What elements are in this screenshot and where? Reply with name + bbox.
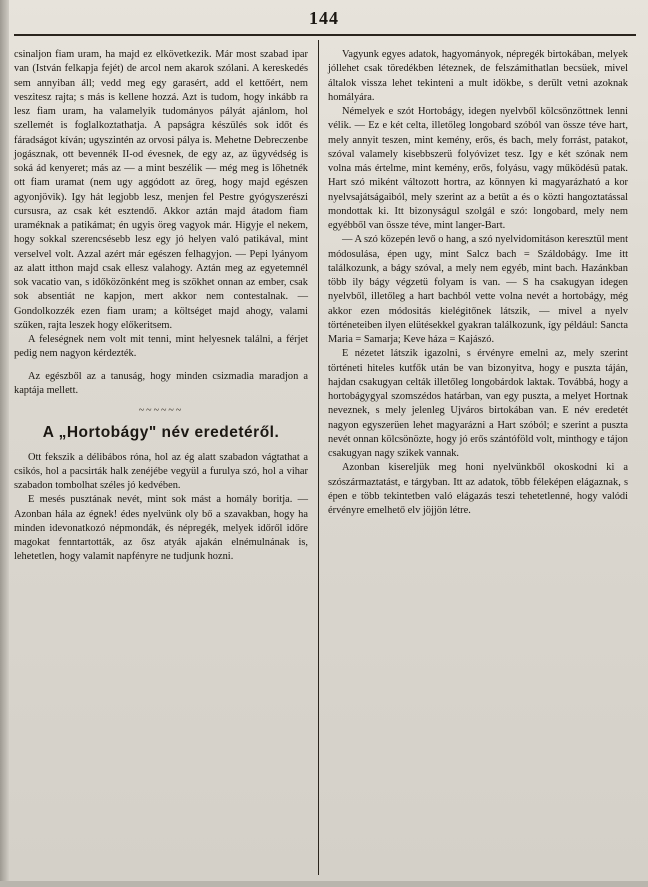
paragraph: Azonban kisereljük meg honi nyelvünkből okoskodni ki a szószármaztatást, e tárgyban. Itt az adatok, több féleképen elágaznak, s épen e több tekintetben való elágazás teszi tehetetlenné, hogy valódi érvényre emelhető elv jöjjön létre. bbox=[328, 462, 628, 516]
paragraph: A feleségnek nem volt mit tenni, mint helyesnek találni, a férjet pedig nem nagyon kérdezték. bbox=[14, 334, 308, 360]
paragraph: Némelyek e szót Hortobágy, idegen nyelvből kölcsönzöttnek lenni vélik. — Ez e két celta, illetőleg longobard szóból van össze téve hart, mely annyit teszen, mint kemény, erős, és bach, mely forrást, patakot, szóval valamely kisebbszerü folyóvizet tesz. Igy e két szónak nem volna más értelme, mint kemény, erős, folyásu, vagy működésü patak. Hart szó miként változott hortra, az könnyen ki magyarázható a kor nyelvsajátságaiból, mely szerint az a betüt a és o közti hangoztatással mondottak ki. Itt bizonyságul szolgál e szó: longobard, mely nem egyébből van össze téve, mint langer-Bart. bbox=[328, 106, 628, 231]
right-column bbox=[328, 48, 628, 518]
column-divider bbox=[318, 40, 319, 875]
page-edge-shadow bbox=[0, 0, 9, 887]
paragraph: Az egészből az a tanuság, hogy minden csizmadia maradjon a kaptája mellett. bbox=[14, 370, 308, 396]
paragraph: E nézetet látszik igazolni, s érvényre emelni az, mely szerint történeti hiteles kutfők után be van bizonyitva, hogy e puszta táján, hajdan csakugyan celták illetőleg longobárdok laktak. Továbbá, hogy a hortobágygyal szomszédos határban, van egy puszta, a melyet Hortnak neveznek, s mely jelenleg Ujváros birtokában van. E név eredetét nagyon egyszerüen lehet magyarázni a Hart szóból; e szerint a puszta nevét onnan kölcsönözte, hogy jó erős szántóföld volt, minthogy e tájon csakugyan nagy szikek vannak. bbox=[328, 348, 628, 459]
ornament-divider: ~~~~~~ bbox=[138, 405, 184, 416]
page-number: 144 bbox=[309, 8, 339, 28]
paragraph: Vagyunk egyes adatok, hagyományok, népregék birtokában, melyek jóllehet csak töredékben léteznek, de felszámithatlan becsüek, mivel általok vissza lehet tekinteni a mult idökbe, s derült vetni azoknak homályára. bbox=[328, 49, 628, 103]
section-title: A „Hortobágy" név eredetéről. bbox=[42, 424, 280, 442]
header-rule bbox=[14, 34, 636, 36]
page-bottom-edge bbox=[0, 881, 648, 887]
paragraph: Ott fekszik a délibábos róna, hol az ég alatt szabadon vágtathat a csikós, hol a pacsirták halk zenéjébe vegyül a furulya szó, hol a vihar szabadon tombolhat széles jó kedvében. bbox=[14, 451, 308, 491]
paragraph: E mesés pusztának nevét, mint sok mást a homály boritja. — Azonban hála az égnek! édes nyelvünk oly bő a szavakban, hogy ha minden idevonatkozó népmondák, és népregék, melyek időről időre magokat fenntartották, az ősz atyák ajakán elnémulnának is, lehetetlen, hogy valamit napfényre ne tudjunk hozni. bbox=[14, 494, 308, 563]
left-column bbox=[14, 48, 308, 565]
paragraph: — A szó közepén levő o hang, a szó nyelvidomitáson keresztül ment módosulása, épen ugy, mint Salcz bach = Száldobágy. Ime itt találkozunk, a bágy szóval, a mely nem egyéb, mint bach. Hazánkban több ily bágy végzetü folyam is van. — S ha csakugyan idegen nyelvből, illetőleg a hart bachból vette volna nevét a hortobágy, még akkor ezen módositás kielégitőnek látszik, — mivel a nyelv történeteiben ilyen elütésekkel gyakran találkozunk, így például: Sancta Maria = Samarja; Keve háza = Kajászó. bbox=[328, 234, 628, 345]
paragraph: csinaljon fiam uram, ha majd ez elkövetkezik. Már most szabad ipar van (István felkapja fejét) de arcol nem akarok szólani. A kereskedés sem annyiban áll; vedd meg egy garasért, add el kettőért, nem veszitesz rajta; s más is kellene hozzá. Azt is tudom, hogy inkább ra lesz fiam uram, ha valamelyik tudományos pályát ajánlom, hol szellemét is foglalkoztathatja. A papságra készülés sok időt és fáradságot kíván; ugyszintén az orvosi pálya is. Mehetne Debreczenbe jogásznak, ott bevennék II-od évesnek, de egy az, az ügyvédség is soká ád kenyeret; más az — a mint beszélik — még meg is lőhetnék ott fiam uramat (nem ugy aggódott az öreg, hogy majd egészen agyonjövik). Igy hát legjobb lesz, menjen fel Pestre gyógyszerészi cursusra, az csak két esztendő. Akkor aztán majd átadom fiam uraméknak a patikámat; én ugyis öreg vagyok már. Higyje el nekem, hogy sokkal szerencsésebb lesz egy jó helyen való patikával, mint verselvel volt. Azzal azért már egészen felhagyjon. — Pepi lyányom az alatt itthon majd csak ellesz valahogy. Aztán meg az egyetemnél sok vacatio van, s időközönként meg is szökhet onnan az ember, csak sok absentiát ne kapjon, mert akkor nem contestalnak. — Gondolkozzék ezen fiam uram; a költséget majd ahogy, valami szüken, rajta leszek hogy előkeritsem. bbox=[14, 49, 308, 331]
